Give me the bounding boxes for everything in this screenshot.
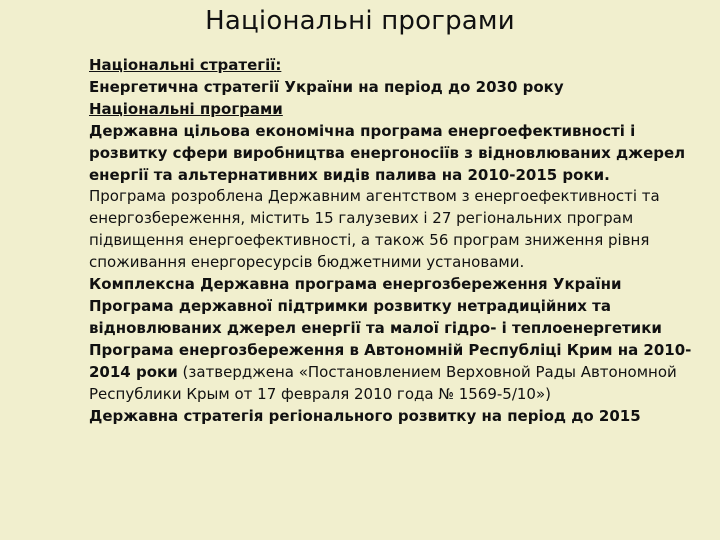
regional-strategy-item: Державна стратегія регіонального розвитку на період до 2015 [89, 406, 641, 425]
support-program-item: Програма державної підтримки розвитку нетрадиційних та відновлюваних джерел енергії та малої гідро- і теплоенергетики [89, 296, 662, 337]
target-program-description: Програма розроблена Державним агентством з енергоефективності та енергозбереження, містить 15 галузевих і 27 регіональних програм підвищення енергоефективності, а також 56 програм зниження рівня споживання енергоресурсів бюджетними установами. [89, 187, 660, 272]
crimea-program-title: Програма енергозбереження в Автономній Республіці Крим на 2010-2014 роки [89, 340, 692, 381]
target-program-paragraph [89, 121, 715, 187]
programs-heading: Національні програми [89, 99, 283, 118]
complex-program-item: Комплексна Державна програма енергозбереження України [89, 275, 622, 294]
strategies-heading: Національні стратегії: [89, 56, 282, 74]
slide-content [89, 55, 715, 427]
crimea-program-paragraph [89, 340, 715, 406]
slide-title: Національні програми [205, 6, 515, 36]
target-program-title: Державна цільова економічна програма енергоефективності і розвитку сфери виробництва енергоносіїв з відновлюваних джерел енергії та альтернативних видів палива на 2010-2015 роки. [89, 121, 686, 184]
crimea-program-note: (затверджена «Постановлением Верховной Рады Автономной Республики Крым от 17 февраля 2010 года № 1569-5/10») [89, 362, 677, 403]
energy-strategy-item: Енергетична стратегії України на період до 2030 року [89, 77, 564, 96]
